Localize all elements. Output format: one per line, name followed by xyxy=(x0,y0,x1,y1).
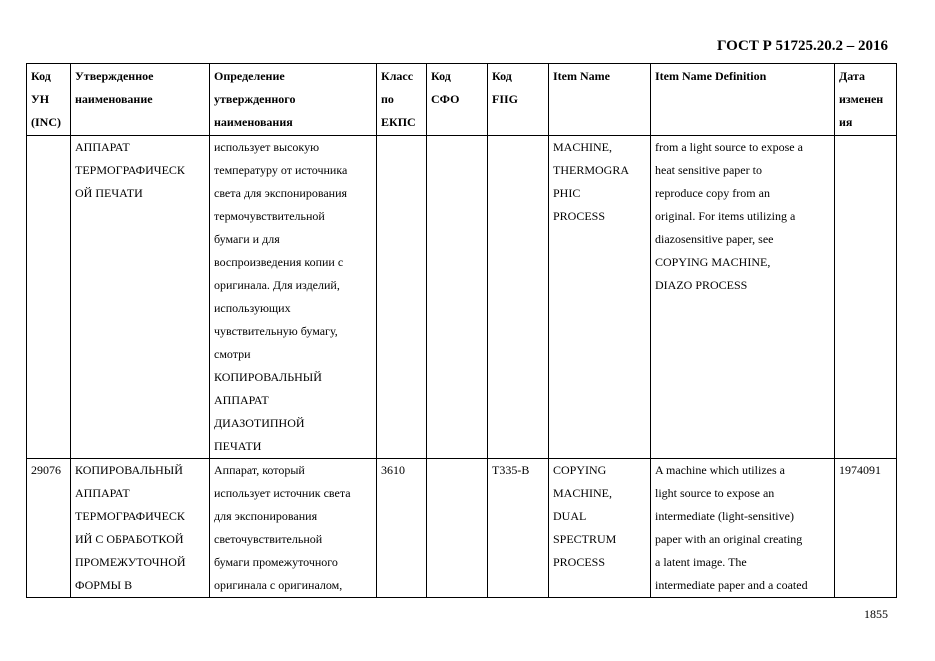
text-line: УН xyxy=(31,92,50,106)
cell-fiig-code xyxy=(488,459,549,598)
text-line: оригинала с оригиналом, xyxy=(214,578,343,592)
cell-fiig-code xyxy=(488,136,549,459)
text-line: T335-B xyxy=(492,463,530,477)
text-line: чувствительную бумагу, xyxy=(214,324,338,338)
text-line: heat sensitive paper to xyxy=(655,163,762,177)
text-line: PHIC xyxy=(553,186,581,200)
header-inc xyxy=(27,64,71,136)
text-line: PROCESS xyxy=(553,209,606,223)
text-line: 3610 xyxy=(381,463,405,477)
page-number: 1855 xyxy=(864,607,888,621)
cell-definition xyxy=(210,459,377,598)
text-line: Код xyxy=(492,69,512,83)
text-line: Класс xyxy=(381,69,414,83)
header-fiig-code xyxy=(488,64,549,136)
text-line: SPECTRUM xyxy=(553,532,617,546)
text-line: для экспонирования xyxy=(214,509,318,523)
text-line: термочувствительной xyxy=(214,209,325,223)
text-line: ЕКПС xyxy=(381,115,416,129)
text-line: MACHINE, xyxy=(553,140,612,154)
cell-sfo-code xyxy=(427,459,488,598)
cell-item-name-definition xyxy=(651,136,835,459)
table-header-row xyxy=(27,64,897,136)
text-line: смотри xyxy=(214,347,251,361)
text-line: 1974091 xyxy=(839,463,881,477)
header-change-date xyxy=(835,64,897,136)
text-line: температуру от источника xyxy=(214,163,348,177)
item-names-table xyxy=(26,63,897,598)
text-line: ДИАЗОТИПНОЙ xyxy=(214,416,305,430)
cell-ekps-class xyxy=(377,136,427,459)
header-sfo-code xyxy=(427,64,488,136)
header-approved-name xyxy=(71,64,210,136)
text-line: COPYING MACHINE, xyxy=(655,255,771,269)
text-line: intermediate (light-sensitive) xyxy=(655,509,794,523)
text-line: ПРОМЕЖУТОЧНОЙ xyxy=(75,555,186,569)
text-line: Код xyxy=(431,69,451,83)
cell-ekps-class xyxy=(377,459,427,598)
text-line: ТЕРМОГРАФИЧЕСК xyxy=(75,163,185,177)
text-line: ИЙ С ОБРАБОТКОЙ xyxy=(75,532,184,546)
text-line: from a light source to expose a xyxy=(655,140,803,154)
cell-inc xyxy=(27,459,71,598)
text-line: по xyxy=(381,92,394,106)
text-line: АППАРАТ xyxy=(214,393,269,407)
text-line: Код xyxy=(31,69,51,83)
cell-approved-name xyxy=(71,136,210,459)
text-line: MACHINE, xyxy=(553,486,612,500)
document-standard-header: ГОСТ Р 51725.20.2 – 2016 xyxy=(716,38,888,54)
text-line: утвержденного xyxy=(214,92,296,106)
text-line: КОПИРОВАЛЬНЫЙ xyxy=(214,370,322,384)
text-line: COPYING xyxy=(553,463,607,477)
cell-change-date xyxy=(835,136,897,459)
cell-approved-name xyxy=(71,459,210,598)
text-line: Item Name Definition xyxy=(655,69,767,83)
text-line: paper with an original creating xyxy=(655,532,803,546)
text-line: original. For items utilizing a xyxy=(655,209,796,223)
text-line: A machine which utilizes a xyxy=(655,463,785,477)
table-row xyxy=(27,459,897,598)
cell-definition xyxy=(210,136,377,459)
text-line: Утвержденное xyxy=(75,69,154,83)
text-line: использует источник света xyxy=(214,486,351,500)
text-line: ФОРМЫ В xyxy=(75,578,133,592)
text-line: (INC) xyxy=(31,115,61,129)
cell-sfo-code xyxy=(427,136,488,459)
text-line: FIIG xyxy=(492,92,519,106)
cell-item-name-definition xyxy=(651,459,835,598)
text-line: бумаги промежуточного xyxy=(214,555,338,569)
text-line: intermediate paper and a coated xyxy=(655,578,808,592)
text-line: diazosensitive paper, see xyxy=(655,232,774,246)
text-line: бумаги и для xyxy=(214,232,280,246)
text-line: оригинала. Для изделий, xyxy=(214,278,340,292)
cell-item-name xyxy=(549,136,651,459)
text-line: reproduce copy from an xyxy=(655,186,770,200)
text-line: АППАРАТ xyxy=(75,486,130,500)
cell-item-name xyxy=(549,459,651,598)
text-line: света для экспонирования xyxy=(214,186,348,200)
text-line: light source to expose an xyxy=(655,486,775,500)
cell-inc xyxy=(27,136,71,459)
text-line: DIAZO PROCESS xyxy=(655,278,748,292)
text-line: КОПИРОВАЛЬНЫЙ xyxy=(75,463,183,477)
text-line: ПЕЧАТИ xyxy=(214,439,262,453)
header-definition xyxy=(210,64,377,136)
header-item-name xyxy=(549,64,651,136)
text-line: светочувствительной xyxy=(214,532,323,546)
text-line: АППАРАТ xyxy=(75,140,130,154)
text-line: PROCESS xyxy=(553,555,606,569)
text-line: Определение xyxy=(214,69,285,83)
text-line: воспроизведения копии с xyxy=(214,255,344,269)
text-line: ия xyxy=(839,115,853,129)
header-ekps-class xyxy=(377,64,427,136)
text-line: Дата xyxy=(839,69,865,83)
text-line: ОЙ ПЕЧАТИ xyxy=(75,186,143,200)
text-line: THERMOGRA xyxy=(553,163,630,177)
cell-change-date xyxy=(835,459,897,598)
text-line: Item Name xyxy=(553,69,610,83)
header-item-name-definition xyxy=(651,64,835,136)
text-line: СФО xyxy=(431,92,460,106)
text-line: наименование xyxy=(75,92,153,106)
table-row xyxy=(27,136,897,459)
text-line: ТЕРМОГРАФИЧЕСК xyxy=(75,509,185,523)
text-line: использующих xyxy=(214,301,291,315)
text-line: DUAL xyxy=(553,509,587,523)
text-line: Аппарат, который xyxy=(214,463,305,477)
text-line: использует высокую xyxy=(214,140,320,154)
text-line: 29076 xyxy=(31,463,61,477)
text-line: a latent image. The xyxy=(655,555,747,569)
text-line: наименования xyxy=(214,115,293,129)
text-line: изменен xyxy=(839,92,884,106)
